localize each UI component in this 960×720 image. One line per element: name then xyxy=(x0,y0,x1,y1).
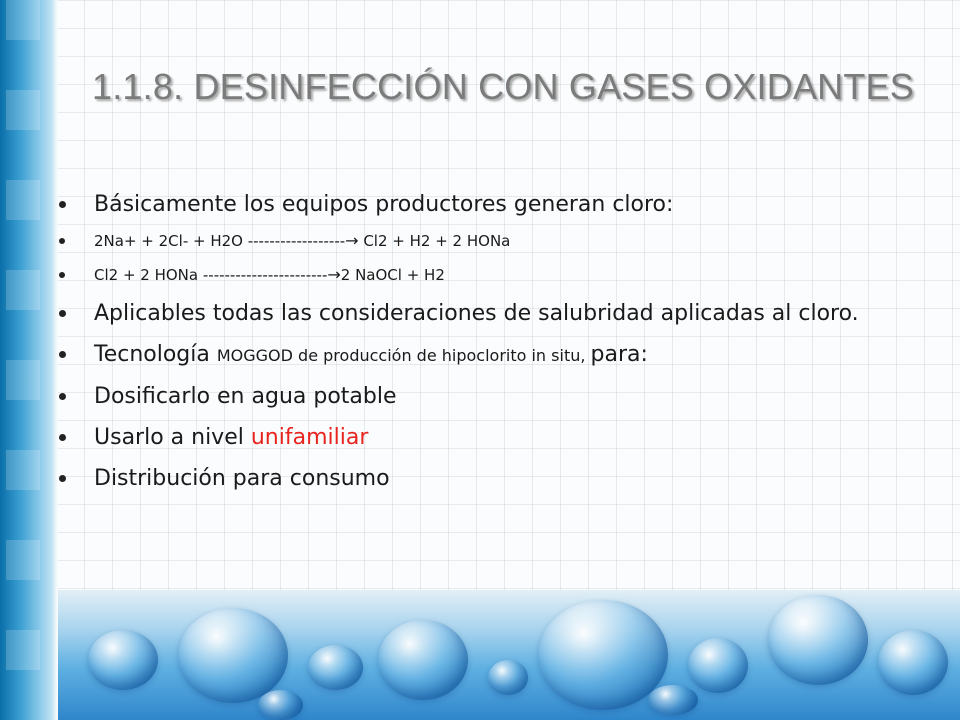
bullet-item xyxy=(58,188,888,221)
bullet-text: Básicamente los equipos productores generan cloro: xyxy=(94,192,674,217)
equation-reactants: 2Na+ + 2Cl- + H2O ------------------ xyxy=(94,232,346,250)
equation-products: 2 NaOCl + H2 xyxy=(340,266,445,284)
bullet-text: Distribución para consumo xyxy=(94,466,390,491)
equation-reactants: Cl2 + 2 HONa ----------------------- xyxy=(94,266,328,284)
bullet-item xyxy=(58,297,888,330)
bullet-text: Aplicables todas las consideraciones de salubridad aplicadas al cloro. xyxy=(94,301,859,326)
bullet-text-lead: Tecnología xyxy=(94,342,217,367)
arrow-icon: → xyxy=(345,231,359,250)
arrow-icon: → xyxy=(327,265,341,284)
bullet-text-detail: MOGGOD de producción de hipoclorito in situ, xyxy=(216,346,591,365)
bullet-text-tail: para: xyxy=(590,342,648,367)
bullet-item xyxy=(58,421,888,454)
water-bubbles-image xyxy=(58,590,960,720)
bullet-item-equation xyxy=(58,229,888,253)
left-decorative-band xyxy=(0,0,58,720)
slide-title: 1.1.8. DESINFECCIÓN CON GASES OXIDANTES xyxy=(92,66,914,107)
bullet-text: Dosificarlo en agua potable xyxy=(94,384,397,409)
bullet-item xyxy=(58,380,888,413)
bullet-item xyxy=(58,462,888,495)
bullet-list xyxy=(58,188,888,503)
equation-products: Cl2 + H2 + 2 HONa xyxy=(358,232,511,250)
bullet-text-lead: Usarlo a nivel xyxy=(94,425,251,450)
highlighted-text: unifamiliar xyxy=(250,425,369,450)
bullet-item-equation xyxy=(58,263,888,287)
bullet-item xyxy=(58,338,888,372)
